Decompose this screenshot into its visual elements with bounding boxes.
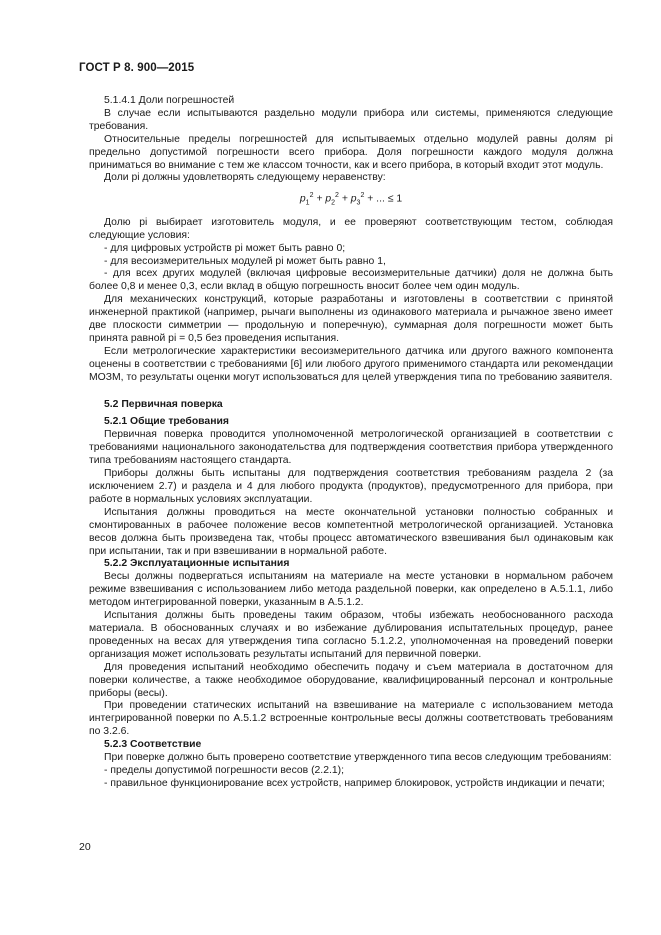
paragraph: Весы должны подвергаться испытаниям на материале на месте установки в нормальном рабочем режиме взвешивания с использованием либо метода раздельной поверки, как определено в А.5.1.1, либо методом интегрированной поверки, указанным в А.5.1.2. <box>89 571 613 609</box>
paragraph: При проведении статических испытаний на взвешивание на материале с использованием метода интегрированной поверки по А.5.1.2 встроенные контрольные весы должны соответствовать требованиям по 3.2.6. <box>89 700 613 738</box>
paragraph: Относительные пределы погрешностей для испытываемых отдельно модулей равны долям pi предельно допустимой погрешности всего прибора. Доля погрешности каждого модуля должна приниматься во внимание с тем же классом точности, как и всего прибора, в который входит этот модуль. <box>89 133 613 171</box>
subsection-heading: 5.2.2 Эксплуатационные испытания <box>104 558 290 570</box>
page-number: 20 <box>79 841 91 853</box>
list-item: - для цифровых устройств pi может быть равно 0; <box>104 242 346 254</box>
list-item: - для всех других модулей (включая цифровые весоизмерительные датчики) доля не должна быть более 0,8 и менее 0,3, если вклад в общую погрешность вносит более чем один модуль. <box>89 268 613 293</box>
list-item: - для весоизмерительных модулей pi может быть равно 1, <box>104 255 386 267</box>
paragraph: Первичная поверка проводится уполномоченной метрологической организацией в соответствии с требованиями национального законодательства для подтверждения соответствия прибора утвержденного типа требованиям настоящего стандарта. <box>89 429 613 467</box>
list-item: - пределы допустимой погрешности весов (2.2.1); <box>104 764 344 776</box>
section-heading: 5.2 Первичная поверка <box>104 398 223 410</box>
paragraph: Долю pi выбирает изготовитель модуля, и ее проверяют соответствующим тестом, соблюдая следующие условия: <box>89 216 613 241</box>
paragraph: В случае если испытываются раздельно модули прибора или системы, применяются следующие требования. <box>89 107 613 132</box>
document-body <box>89 95 613 791</box>
paragraph: При поверке должно быть проверено соответствие утвержденного типа весов следующим требованиям: <box>104 752 612 764</box>
subsection-heading: 5.1.4.1 Доли погрешностей <box>104 95 235 106</box>
paragraph: Испытания должны быть проведены таким образом, чтобы избежать необоснованного расхода материала. В обоснованных случаях и во избежание дублирования испытательных процедур, ранее проведенных на весах для утверждения типа согласно 5.1.2.2, уполномоченная на проведений поверки организация может использовать результаты испытаний для первичной поверки. <box>89 610 613 660</box>
subsection-heading: 5.2.1 Общие требования <box>104 416 229 428</box>
document-code: ГОСТ Р 8. 900—2015 <box>79 62 195 74</box>
inequality-formula: $p_1^2 + p_2^2 + p_3^2$ + ... ≤ 1 <box>299 192 403 207</box>
list-item: - правильное функционирование всех устройств, например блокировок, устройств индикации и печати; <box>104 777 605 789</box>
paragraph: Для механических конструкций, которые разработаны и изготовлены в соответствии с принятой инженерной практикой (например, рычаги выполнены из одинакового материала и рычажное звено имеет две плоскости симметрии — продольную и поперечную), суммарная доля погрешности может быть принята равной pi = 0,5 без проведения испытания. <box>89 294 613 344</box>
subsection-heading: 5.2.3 Соответствие <box>104 739 202 751</box>
paragraph: Доли pi должны удовлетворять следующему неравенству: <box>104 172 386 184</box>
paragraph: Если метрологические характеристики весоизмерительного датчика или другого важного компонента оценены в соответствии с требованиями [6] или любого другого применимого стандарта или рекомендации МОЗМ, то результаты оценки могут использоваться для целей утверждения типа по требованию заявителя. <box>89 345 613 383</box>
paragraph: Испытания должны проводиться на месте окончательной установки полностью собранных и смонтированных в рабочее положение весов компетентной метрологической организацией. Установка весов должна быть произведена так, чтобы процесс автоматического взвешивания был одинаковым как при испытании, так и при взвешивании в нормальной работе. <box>89 506 613 557</box>
paragraph: Для проведения испытаний необходимо обеспечить подачу и съем материала в достаточном для поверки количестве, а также необходимое оборудование, квалифицированный персонал и контрольные приборы (весы). <box>89 661 613 699</box>
paragraph: Приборы должны быть испытаны для подтверждения соответствия требованиям раздела 2 (за исключением 2.7) и раздела и 4 для любого продукта (продуктов), предусмотренного для прибора, при работе в нормальных условиях эксплуатации. <box>89 468 613 505</box>
